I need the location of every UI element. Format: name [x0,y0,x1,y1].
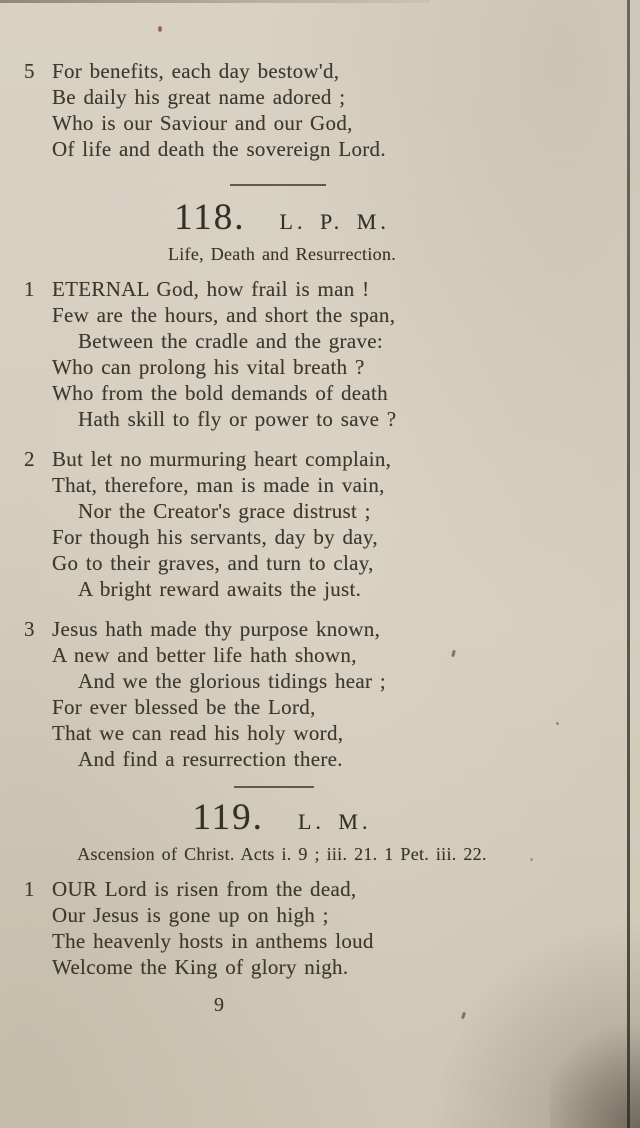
verse-line: Who is our Saviour and our God, [52,111,353,135]
page-corner-shadow [550,1008,640,1128]
verse-line: And we the glorious tidings hear ; [78,669,386,693]
verse-line: The heavenly hosts in anthems loud [52,929,374,953]
verse-line: Hath skill to fly or power to save ? [78,407,397,431]
hymn-verse [22,616,506,772]
verse-number: 3 [24,617,35,641]
hymn-meter: L. M. [297,809,372,834]
verse-line: But let no murmuring heart complain, [52,447,392,471]
ink-speck [158,26,162,32]
hymn-number: 118. [174,197,246,238]
verse-line: Our Jesus is gone up on high ; [52,903,329,927]
verse-line: Who can prolong his vital breath ? [52,355,365,379]
hymn-subtitle: Life, Death and Resurrection. [167,244,397,264]
hymn-verse [22,876,506,980]
hymn-heading-118 [22,196,506,240]
section-divider [230,184,326,186]
verse-line: Jesus hath made thy purpose known, [52,617,381,641]
verse-line: That we can read his holy word, [52,721,344,745]
verse-line: ETERNAL God, how frail is man ! [52,277,370,301]
verse-line: That, therefore, man is made in vain, [52,473,385,497]
hymn-number: 119. [192,797,264,838]
ink-speck [556,722,559,725]
hymn-verse-continued [22,58,506,162]
verse-number: 5 [24,59,35,83]
page-top-edge-shadow [0,0,430,3]
hymn-subtitle: Ascension of Christ. Acts i. 9 ; iii. 21. 1 Pet. iii. 22. [77,844,487,864]
verse-line: For ever blessed be the Lord, [52,695,316,719]
page-number: 9 [214,994,225,1016]
verse-line: Few are the hours, and short the span, [52,303,396,327]
page-content [22,58,506,1017]
verse-line: A new and better life hath shown, [52,643,357,667]
verse-line: For though his servants, day by day, [52,525,378,549]
hymn-verse [22,446,506,602]
verse-line: Be daily his great name adored ; [52,85,346,109]
hymn-heading-119 [22,796,506,840]
verse-line: And find a resurrection there. [78,747,343,771]
page-right-edge-line [627,0,630,1128]
verse-number: 2 [24,447,35,471]
hymn-verse [22,276,506,432]
verse-line: Of life and death the sovereign Lord. [52,137,386,161]
verse-line: Between the cradle and the grave: [78,329,384,353]
verse-line: OUR Lord is risen from the dead, [52,877,357,901]
verse-line: Welcome the King of glory nigh. [52,955,349,979]
ink-speck [530,858,533,861]
hymn-meter: L. P. M. [279,209,390,234]
verse-line: Nor the Creator's grace distrust ; [78,499,371,523]
verse-line: Who from the bold demands of death [52,381,388,405]
verse-line: A bright reward awaits the just. [78,577,362,601]
section-divider [234,786,314,788]
verse-line: Go to their graves, and turn to clay, [52,551,374,575]
verse-number: 1 [24,877,35,901]
verse-number: 1 [24,277,35,301]
verse-line: For benefits, each day bestow'd, [52,59,340,83]
